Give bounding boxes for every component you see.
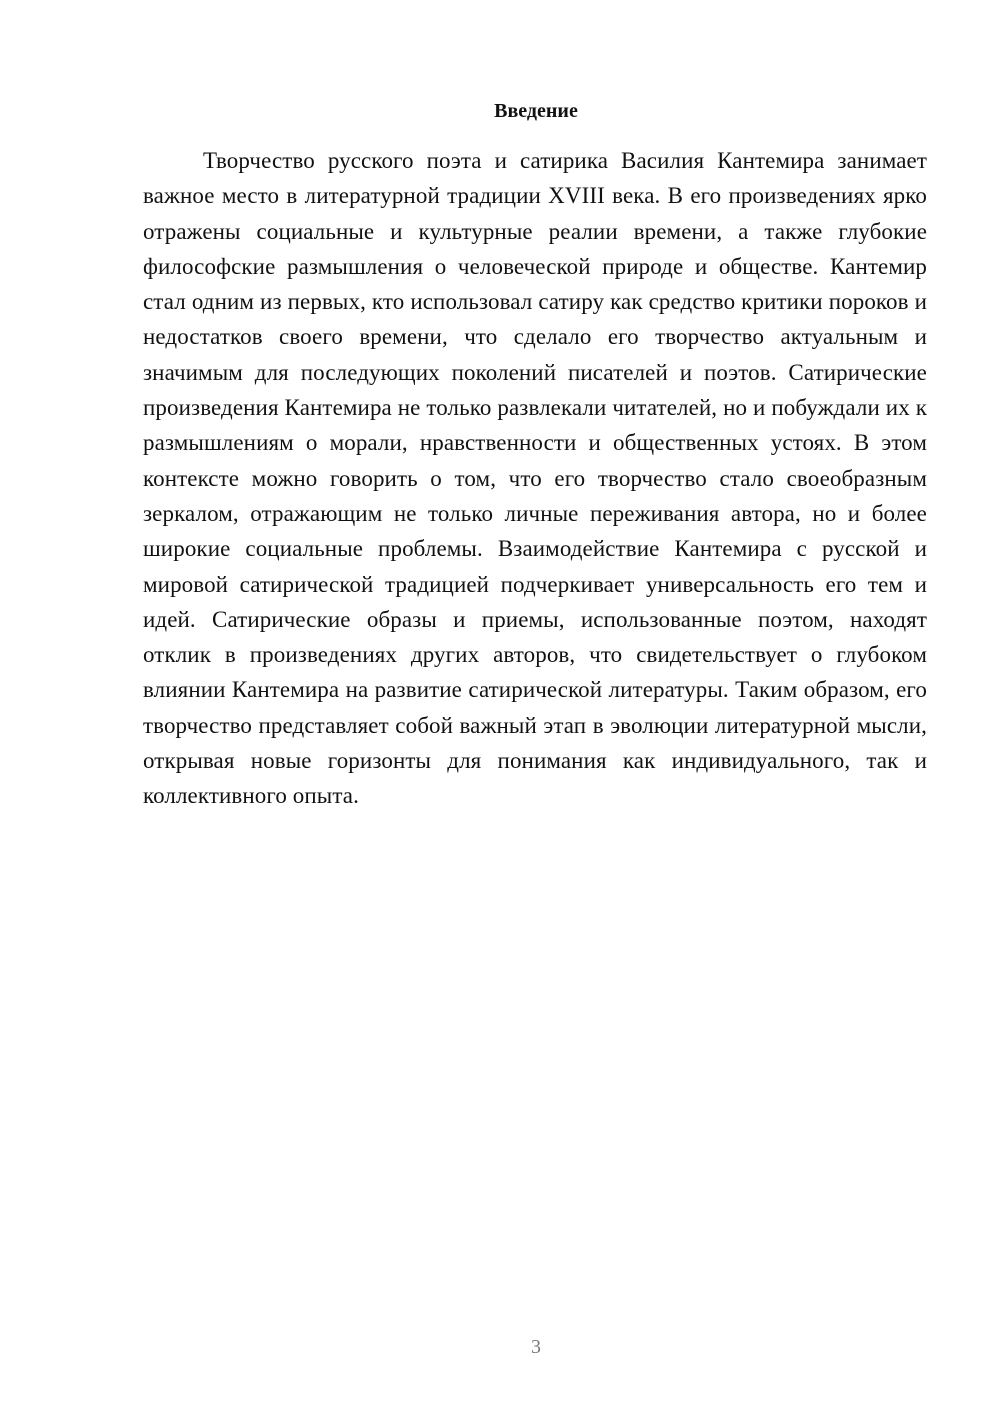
page-number: 3 bbox=[531, 1336, 541, 1358]
body-paragraph: Творчество русского поэта и сатирика Василия Кантемира занимает важное место в литературной традиции XVIII века. В его произведениях ярко отражены социальные и культурные реалии времени, а также глубокие философские размышления о человеческой природе и обществе. Кантемир стал одним из первых, кто использовал сатиру как средство критики пороков и недостатков своего времени, что сделало его творчество актуальным и значимым для последующих поколений писателей и поэтов. Сатирические произведения Кантемира не только развлекали читателей, но и побуждали их к размышлениям о морали, нравственности и общественных устоях. В этом контексте можно говорить о том, что его творчество стало своеобразным зеркалом, отражающим не только личные переживания автора, но и более широкие социальные проблемы. Взаимодействие Кантемира с русской и мировой сатирической традицией подчеркивает универсальность его тем и идей. Сатирические образы и приемы, использованные поэтом, находят отклик в произведениях других авторов, что свидетельствует о глубоком влиянии Кантемира на развитие сатирической литературы. Таким образом, его творчество представляет собой важный этап в эволюции литературной мысли, открывая новые горизонты для понимания как индивидуального, так и коллективного опыта. bbox=[143, 148, 927, 809]
section-title: Введение bbox=[494, 100, 578, 122]
